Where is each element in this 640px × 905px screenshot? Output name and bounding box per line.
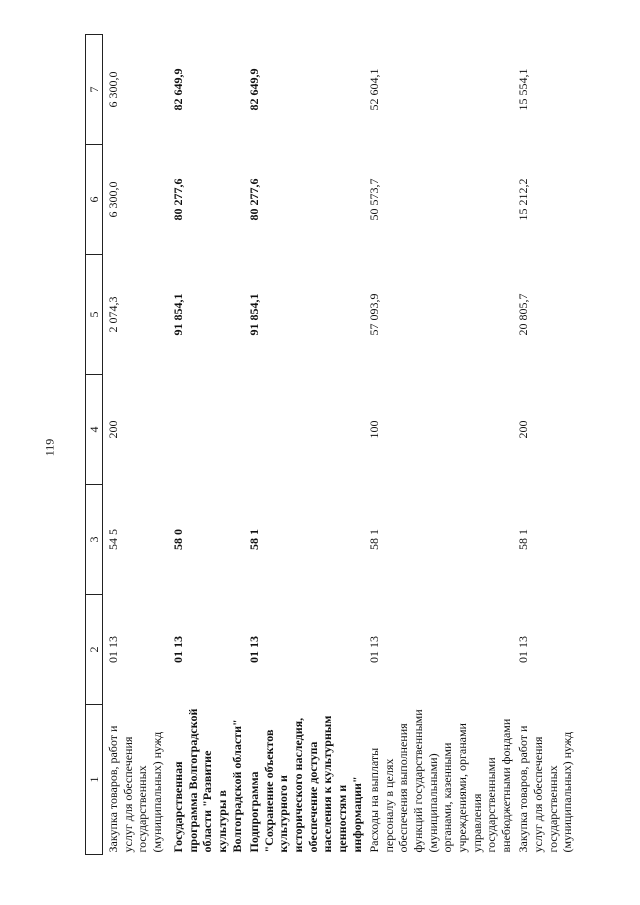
table-row	[103, 35, 169, 855]
column-header: 3	[86, 485, 103, 595]
expense-type-code	[244, 375, 364, 485]
amount-col5: 91 854,1	[247, 293, 262, 336]
expense-type-code: 200	[516, 420, 531, 439]
column-header: 4	[86, 375, 103, 485]
rotated-page-content	[85, 35, 605, 855]
row-description: Подпрограмма "Сохранение объектов культурного и исторического наследия, обеспечение доступа населения к культурным ценностям и информации"	[247, 715, 364, 853]
program-code: 54 5	[106, 529, 120, 550]
row-description: Государственная программа Волгоградской области "Развитие культуры в Волгоградской области"	[171, 708, 244, 853]
section-code: 01 13	[106, 636, 120, 663]
column-header: 5	[86, 255, 103, 375]
column-header: 7	[86, 35, 103, 145]
expense-type-code: 200	[106, 420, 120, 439]
table-row	[244, 35, 364, 855]
amount-col6: 80 277,6	[247, 178, 262, 221]
amount-col5: 20 805,7	[516, 293, 531, 336]
row-description: Расходы на выплаты персоналу в целях обеспечения выполнения функций государственными (муниципальными) органами, казенными учреждениями, органами управления государственными внебюджетными фондами	[367, 709, 513, 853]
section-code: 01 13	[171, 636, 185, 663]
amount-col5: 91 854,1	[171, 293, 185, 336]
row-description: Закупка товаров, работ и услуг для обеспечения государственных (муниципальных) нужд	[516, 725, 575, 853]
row-description: Закупка товаров, работ и услуг для обеспечения государственных (муниципальных) нужд	[106, 725, 164, 853]
column-header: 2	[86, 595, 103, 705]
program-code: 58 1	[516, 529, 531, 550]
program-code: 58 1	[367, 529, 382, 550]
table-row	[513, 35, 576, 855]
program-code: 58 0	[171, 529, 185, 550]
section-code: 01 13	[247, 636, 262, 663]
section-code: 01 13	[367, 636, 382, 663]
amount-col6: 15 212,2	[516, 178, 531, 221]
amount-col7: 52 604,1	[367, 68, 382, 111]
budget-table	[85, 34, 576, 855]
table-row	[168, 35, 244, 855]
program-code: 58 1	[247, 529, 262, 550]
amount-col7: 15 554,1	[516, 68, 531, 111]
table-header-row	[86, 35, 103, 855]
section-code: 01 13	[516, 636, 531, 663]
amount-col7: 6 300,0	[106, 71, 120, 108]
page-number: 119	[42, 438, 57, 457]
amount-col6: 50 573,7	[367, 178, 382, 221]
expense-type-code: 100	[367, 420, 382, 439]
amount-col7: 82 649,9	[171, 68, 185, 111]
amount-col6: 6 300,0	[106, 181, 120, 218]
column-header: 6	[86, 145, 103, 255]
amount-col6: 80 277,6	[171, 178, 185, 221]
column-header: 1	[86, 705, 103, 855]
table-row	[364, 35, 513, 855]
amount-col7: 82 649,9	[247, 68, 262, 111]
amount-col5: 2 074,3	[106, 296, 120, 333]
expense-type-code	[168, 375, 244, 485]
amount-col5: 57 093,9	[367, 293, 382, 336]
